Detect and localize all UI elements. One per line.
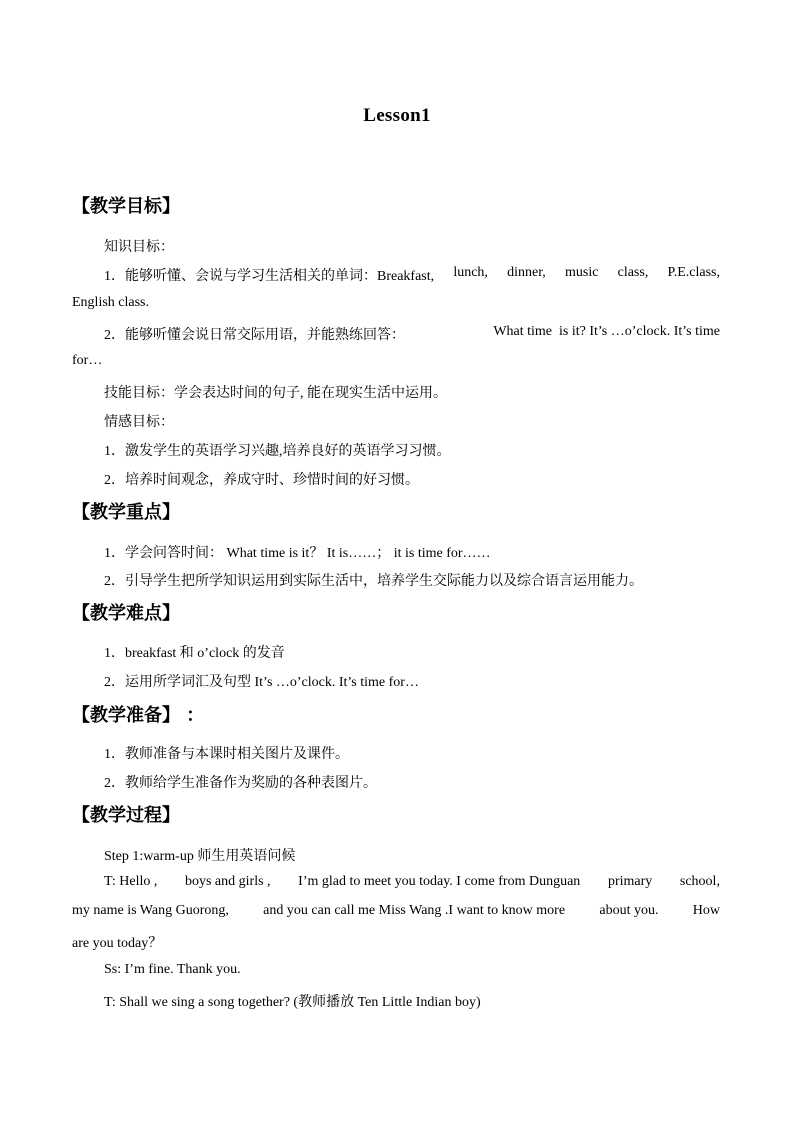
objective-item-1-line-1 bbox=[104, 265, 720, 285]
key-point-2: 2．引导学生把所学知识运用到实际生活中，培养学生交际能力以及综合语言运用能力。 bbox=[104, 574, 643, 589]
teacher-line-4: T: Shall we sing a song together? (教师播放 Ten Little Indian boy) bbox=[104, 995, 481, 1010]
skill-objective: 技能目标：学会表达时间的句子, 能在现实生活中运用。 bbox=[104, 386, 447, 401]
text-segment: 2．能够听懂会说日常交际用语，并能熟练回答： bbox=[104, 328, 405, 343]
text-segment: lunch, bbox=[453, 265, 488, 280]
preparation-2: 2．教师给学生准备作为奖励的各种表图片。 bbox=[104, 776, 377, 791]
emotion-item-2: 2．培养时间观念，养成守时、珍惜时间的好习惯。 bbox=[104, 473, 419, 488]
objective-item-2-line-1 bbox=[104, 324, 720, 344]
objective-item-1-line-2: English class. bbox=[72, 295, 149, 310]
text-segment: T: Hello , bbox=[104, 874, 158, 889]
text-segment: How bbox=[692, 903, 720, 918]
text-segment: music bbox=[564, 265, 599, 280]
objective-item-2-line-2: for… bbox=[72, 353, 103, 368]
teacher-line-2 bbox=[72, 903, 720, 919]
students-reply: Ss: I’m fine. Thank you. bbox=[104, 962, 241, 977]
text-segment: 1．能够听懂、会说与学习生活相关的单词：Breakfast, bbox=[104, 269, 435, 284]
text-segment: about you. bbox=[599, 903, 659, 918]
emotion-label: 情感目标： bbox=[104, 415, 174, 430]
preparation-heading: 【教学准备】 ： bbox=[72, 705, 205, 726]
key-points-heading: 【教学重点】 bbox=[72, 502, 180, 523]
text-segment: boys and girls , bbox=[184, 874, 271, 889]
objectives-heading: 【教学目标】 bbox=[72, 196, 180, 217]
text-segment: and you can call me Miss Wang .I want to know more bbox=[263, 903, 566, 918]
text-segment: What time is it? It’s …o’clock. It’s time bbox=[493, 324, 720, 339]
text-segment: dinner, bbox=[507, 265, 546, 280]
emotion-item-1: 1．激发学生的英语学习兴趣,培养良好的英语学习习惯。 bbox=[104, 444, 451, 459]
text-segment: P.E.class, bbox=[667, 265, 720, 280]
difficulties-heading: 【教学难点】 bbox=[72, 603, 180, 624]
text-segment: school, bbox=[679, 874, 720, 889]
key-point-1: 1．学会问答时间： What time is it？ It is……； it is time for…… bbox=[104, 546, 491, 561]
difficulty-1: 1．breakfast 和 o’clock 的发音 bbox=[104, 646, 285, 661]
text-segment: class, bbox=[617, 265, 649, 280]
preparation-1: 1．教师准备与本课时相关图片及课件。 bbox=[104, 747, 349, 762]
text-segment: my name is Wang Guorong, bbox=[72, 903, 229, 918]
teacher-line-3: are you today？ bbox=[72, 936, 163, 951]
process-heading: 【教学过程】 bbox=[72, 805, 180, 826]
difficulty-2: 2．运用所学词汇及句型 It’s …o’clock. It’s time for… bbox=[104, 675, 419, 690]
knowledge-label: 知识目标： bbox=[104, 240, 174, 255]
text-segment: primary bbox=[607, 874, 653, 889]
step-1: Step 1:warm-up 师生用英语问候 bbox=[104, 849, 296, 864]
document-title: Lesson1 bbox=[363, 105, 431, 126]
text-segment: I’m glad to meet you today. I come from Dunguan bbox=[298, 874, 581, 889]
teacher-line-1 bbox=[104, 874, 720, 890]
